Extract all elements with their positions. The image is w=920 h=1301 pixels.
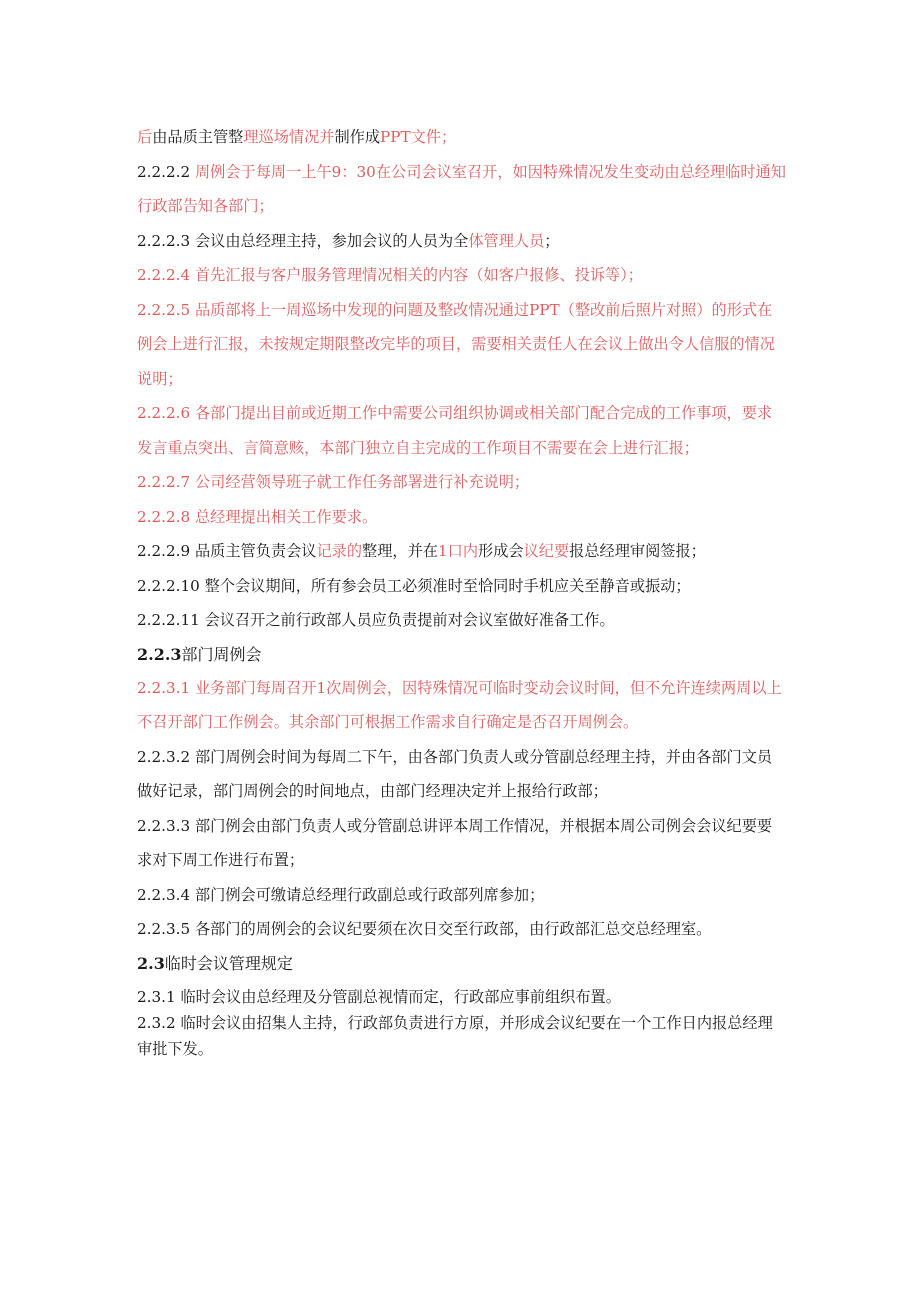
text-run: 2.2.2.3 会议由总经理主持，参加会议的人员为全 — [137, 231, 469, 250]
paragraph — [137, 534, 787, 569]
text-run: 临时会议管理规定 — [164, 953, 293, 973]
text-run: 文件； — [410, 128, 457, 146]
text-run: 2.2.2.9 品质主管负责会议 — [137, 542, 317, 560]
text-run: 2.2.3.5 各部门的周例会的会议纪要须在次日交至行政部，由行政部汇总交总经理室。 — [137, 920, 712, 938]
text-run: 形成会 — [478, 542, 524, 560]
text-run: 2.2.2.2 — [137, 162, 195, 181]
text-run: 2.3.2 临时会议由招集人主持，行政部负责进行方原，并形成会议纪要在一个工作日内报总经理审批下发。 — [137, 1013, 773, 1058]
text-run: 2.2.3.1 业务部门每周召开1次周例会，因特殊情况可临时变动会议时间，但不允许连续两周以上不召开部门工作例会。其余部门可根据工作需求自行确定是否召开周例会。 — [137, 678, 782, 731]
paragraph — [137, 603, 787, 638]
section-heading — [137, 947, 787, 980]
paragraph — [137, 569, 787, 604]
text-run: 2.2.2.6 各部门提出目前或近期工作中需要公司组织协调或相关部门配合完成的工作事项，要求发言重点突出、言简意赅，本部门独立自主完成的工作项目不需要在会上进行汇报； — [137, 404, 773, 457]
text-run: 2.2.2.8 总经理提出相关工作要求。 — [137, 507, 378, 526]
text-run: 2.3.1 临时会议由总经理及分管副总视情而定，行政部应事前组织布置。 — [137, 987, 621, 1006]
paragraph — [137, 293, 787, 397]
text-run: 2.2.2.7 公司经营领导班子就工作任务部署进行补充说明； — [137, 473, 530, 491]
text-run: 2.2.3.4 部门例会可缴请总经理行政副总或行政部列席参加； — [137, 885, 545, 904]
text-run: 2.3 — [137, 953, 165, 973]
text-run: 制作成 — [334, 128, 380, 146]
text-run: 议纪要 — [523, 542, 570, 560]
paragraph — [137, 912, 787, 947]
document-body — [137, 120, 787, 1062]
paragraph — [137, 740, 787, 809]
text-run: 周例会于每周一上午9：30在公司会议室召开，如因特殊情况发生变动由总经理临时通知行政部告知各部门； — [137, 162, 786, 215]
paragraph — [137, 120, 787, 155]
paragraph — [137, 984, 787, 1010]
paragraph — [137, 224, 787, 259]
paragraph — [137, 809, 787, 878]
text-run: 2.2.3 — [137, 644, 182, 664]
meeting-rules-section — [137, 120, 787, 980]
paragraph — [137, 500, 787, 535]
text-run: 部门周例会 — [181, 644, 262, 664]
text-run: 理巡场情况并 — [243, 128, 335, 146]
paragraph — [137, 671, 787, 740]
text-run: 整理，并在 — [362, 542, 438, 560]
text-run: 由品质主管整 — [152, 128, 244, 146]
temporary-meeting-rules — [137, 984, 787, 1062]
text-run: 体管理人员 — [468, 231, 545, 250]
text-run: 2.2.2.5 品质部将上一周巡场中发现的问题及整改情况通过PPT（整改前后照片对照）的形式在例会上进行汇报，未按规定期限整改完毕的项目，需要相关责任人在会议上做出令人信服的情况说明； — [137, 300, 775, 388]
paragraph — [137, 258, 787, 293]
text-run: 2.2.3.3 部门例会由部门负责人或分管副总讲评本周工作情况，并根据本周公司例会会议纪要要求对下周工作进行布置； — [137, 816, 773, 869]
paragraph — [137, 155, 787, 224]
text-run: 报总经理审阅签报； — [569, 542, 706, 560]
text-run: 2.2.2.11 会议召开之前行政部人员应负责提前对会议室做好准备工作。 — [137, 611, 615, 629]
text-run: 2.2.2.4 首先汇报与客户服务管理情况相关的内容（如客户报修、投诉等）； — [137, 266, 643, 284]
paragraph — [137, 396, 787, 465]
text-run: 1口内 — [437, 542, 479, 560]
text-run: 2.2.3.2 部门周例会时间为每周二下午，由各部门负责人或分管副总经理主持，并由各部门文员做好记录，部门周例会的时间地点，由部门经理决定并上报给行政部； — [137, 747, 773, 800]
text-run: 记录的 — [316, 542, 363, 560]
text-run: 2.2.2.10 整个会议期间，所有参会员工必须准时至恰同时手机应关至静音或振动； — [137, 576, 691, 595]
text-run: 后 — [137, 128, 153, 146]
text-run: ； — [544, 231, 560, 250]
paragraph — [137, 465, 787, 500]
paragraph — [137, 1010, 787, 1062]
text-run: PPT — [380, 128, 411, 146]
paragraph — [137, 878, 787, 913]
section-heading — [137, 638, 787, 671]
